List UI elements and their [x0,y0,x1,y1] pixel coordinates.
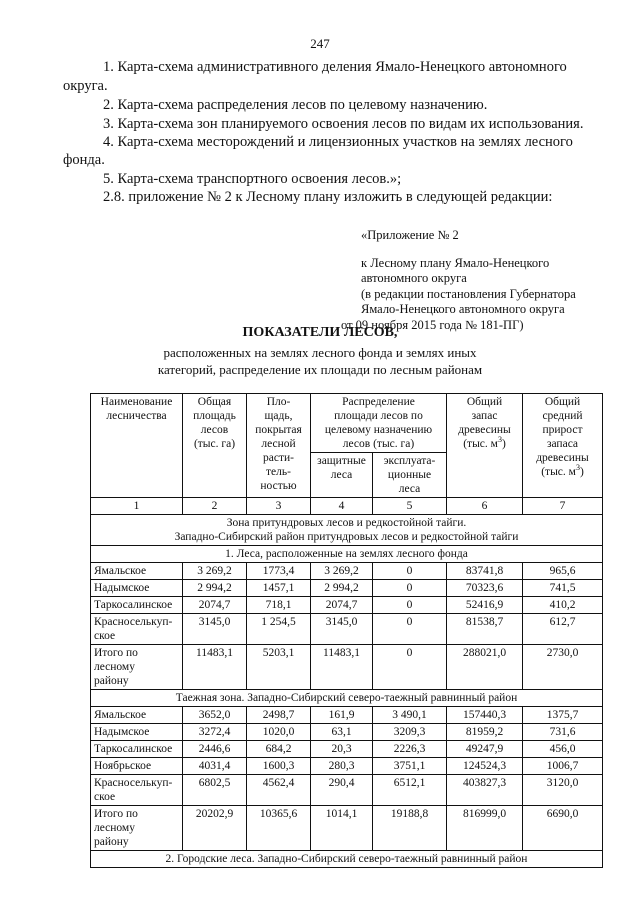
table-row [91,597,603,614]
cell-protective: 11483,1 [311,645,373,690]
cell-growth: 965,6 [523,563,603,580]
cell-covered: 1 254,5 [247,614,311,645]
cell-covered: 718,1 [247,597,311,614]
forestry-name: Надымское [91,580,183,597]
cell-protective: 3145,0 [311,614,373,645]
cell-exploitable: 3209,3 [373,724,447,741]
cell-total: 4031,4 [183,758,247,775]
paragraph-4-line-2: фонда. [63,152,105,168]
document-subtitle [0,344,640,378]
appendix-line: от 09 ноября 2015 года № 181-ПГ) [341,317,524,332]
forestry-name: Надымское [91,724,183,741]
forestry-name: Красноселькуп- ское [91,614,183,645]
subtitle-line: категорий, распределение их площади по лесным районам [157,362,483,377]
appendix-line: (в редакции постановления Губернатора [361,286,576,301]
appendix-line: «Приложение № 2 [361,228,459,242]
cell-growth: 731,6 [523,724,603,741]
cell-growth: 1375,7 [523,707,603,724]
cell-exploitable: 0 [373,645,447,690]
paragraph-3: 3. Карта-схема зон планируемого освоения лесов по видам их использования. [103,116,584,132]
cell-exploitable: 3 490,1 [373,707,447,724]
cell-exploitable: 19188,8 [373,806,447,851]
header-protective-forests: защитные леса [311,453,373,498]
cell-covered: 684,2 [247,741,311,758]
cell-total: 3 269,2 [183,563,247,580]
table-row [91,806,603,851]
cell-total: 3145,0 [183,614,247,645]
header-exploitable-forests: эксплуата- ционные леса [373,453,447,498]
forest-indicators-table [90,393,603,868]
cell-protective: 3 269,2 [311,563,373,580]
cell-stock: 124524,3 [447,758,523,775]
cell-total: 2074,7 [183,597,247,614]
cell-stock: 288021,0 [447,645,523,690]
section-1-header: 1. Леса, расположенные на землях лесного фонда [91,546,603,563]
header-wood-growth: Общий средний прирост запаса древесины (тыс. $м^3$) [523,394,603,498]
table-row [91,775,603,806]
column-number: 6 [447,498,523,515]
cell-growth: 612,7 [523,614,603,645]
paragraph-2: 2. Карта-схема распределения лесов по целевому назначению. [103,97,488,113]
cell-exploitable: 0 [373,614,447,645]
cell-total: 3652,0 [183,707,247,724]
cell-exploitable: 0 [373,597,447,614]
cell-growth: 1006,7 [523,758,603,775]
appendix-line: автономного округа [361,271,467,285]
cell-exploitable: 6512,1 [373,775,447,806]
zone-2-header: Таежная зона. Западно-Сибирский северо-таежный равнинный район [91,690,603,707]
cell-protective: 63,1 [311,724,373,741]
forestry-name: Таркосалинское [91,741,183,758]
cell-protective: 161,9 [311,707,373,724]
header-covered-area: Пло- щадь, покрытая лесной расти- тель- ностью [247,394,311,498]
cell-stock: 52416,9 [447,597,523,614]
header-total-area: Общая площадь лесов (тыс. га) [183,394,247,498]
forestry-name: Таркосалинское [91,597,183,614]
cell-protective: 1014,1 [311,806,373,851]
section-header-row [91,546,603,563]
forestry-name: Ямальское [91,563,183,580]
cell-covered: 4562,4 [247,775,311,806]
cell-total: 11483,1 [183,645,247,690]
cell-stock: 83741,8 [447,563,523,580]
cell-total: 2 994,2 [183,580,247,597]
table-row [91,758,603,775]
header-distribution: Распределение площади лесов по целевому назначению лесов (тыс. га) [311,394,447,453]
cell-exploitable: 2226,3 [373,741,447,758]
cell-protective: 2074,7 [311,597,373,614]
column-number: 3 [247,498,311,515]
cell-growth: 456,0 [523,741,603,758]
cell-exploitable: 3751,1 [373,758,447,775]
cell-covered: 2498,7 [247,707,311,724]
cell-covered: 1457,1 [247,580,311,597]
cell-growth: 410,2 [523,597,603,614]
column-number: 2 [183,498,247,515]
column-number: 5 [373,498,447,515]
table-row [91,580,603,597]
paragraph-5: 5. Карта-схема транспортного освоения лесов.»; [103,171,402,187]
column-number: 4 [311,498,373,515]
cell-exploitable: 0 [373,563,447,580]
table-row [91,563,603,580]
zone-header-row [91,515,603,546]
cell-covered: 1020,0 [247,724,311,741]
cell-stock: 81959,2 [447,724,523,741]
cell-growth: 2730,0 [523,645,603,690]
forestry-name: Итого по лесному району [91,806,183,851]
zone-header-row [91,690,603,707]
section-2-header: 2. Городские леса. Западно-Сибирский северо-таежный равнинный район [91,851,603,868]
cell-stock: 816999,0 [447,806,523,851]
paragraph-4-line-1: 4. Карта-схема месторождений и лицензионных участков на землях лесного [103,134,573,150]
appendix-line: к Лесному плану Ямало-Ненецкого [361,255,550,270]
forestry-name: Итого по лесному району [91,645,183,690]
table-row [91,741,603,758]
header-wood-stock: Общий запас древесины (тыс. $м^3$) [447,394,523,498]
forestry-name: Красноселькуп- ское [91,775,183,806]
cell-total: 20202,9 [183,806,247,851]
forestry-name: Ямальское [91,707,183,724]
document-title: ПОКАЗАТЕЛИ ЛЕСОВ, [242,325,398,340]
cell-protective: 2 994,2 [311,580,373,597]
cell-growth: 6690,0 [523,806,603,851]
table-row [91,707,603,724]
table-row [91,645,603,690]
cell-protective: 20,3 [311,741,373,758]
cell-covered: 5203,1 [247,645,311,690]
cell-exploitable: 0 [373,580,447,597]
forestry-name: Ноябрьское [91,758,183,775]
appendix-line: Ямало-Ненецкого автономного округа [361,302,565,316]
cell-stock: 157440,3 [447,707,523,724]
cell-growth: 741,5 [523,580,603,597]
column-number: 7 [523,498,603,515]
zone-1-header: Зона притундровых лесов и редкостойной тайги. Западно-Сибирский район притундровых лесов и редкостойной тайги [91,515,603,546]
column-numbers-row [91,498,603,515]
section-header-row [91,851,603,868]
paragraph-1-line-1: 1. Карта-схема административного деления Ямало-Ненецкого автономного [103,59,567,75]
paragraph-1-line-2: округа. [63,78,108,94]
cell-stock: 70323,6 [447,580,523,597]
table-row [91,724,603,741]
paragraph-6: 2.8. приложение № 2 к Лесному плану изложить в следующей редакции: [103,189,553,205]
cell-stock: 49247,9 [447,741,523,758]
cell-protective: 280,3 [311,758,373,775]
table-row [91,614,603,645]
cell-covered: 1600,3 [247,758,311,775]
cell-growth: 3120,0 [523,775,603,806]
table-header-row [91,394,603,453]
cell-total: 6802,5 [183,775,247,806]
cell-protective: 290,4 [311,775,373,806]
appendix-note [341,228,576,333]
page-number: 247 [310,36,330,51]
column-number: 1 [91,498,183,515]
cell-covered: 1773,4 [247,563,311,580]
cell-total: 2446,6 [183,741,247,758]
header-forestry-name: Наименование лесничества [91,394,183,498]
subtitle-line: расположенных на землях лесного фонда и землях иных [163,345,477,360]
cell-stock: 81538,7 [447,614,523,645]
cell-stock: 403827,3 [447,775,523,806]
cell-total: 3272,4 [183,724,247,741]
cell-covered: 10365,6 [247,806,311,851]
appendix-line [341,244,576,256]
